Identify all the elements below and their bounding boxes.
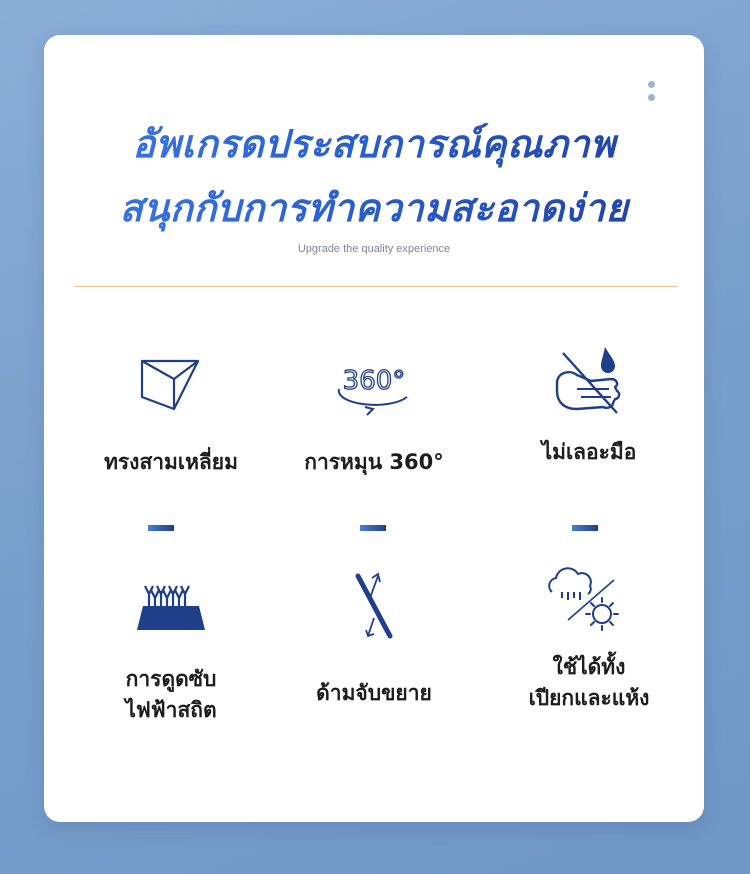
- separator-dash: [360, 525, 386, 531]
- feature-label: การหมุน 360°: [304, 450, 444, 474]
- triangle-prism-icon: [136, 353, 206, 417]
- feature-label-multiline: [489, 652, 689, 714]
- feature-rotate: [274, 353, 474, 478]
- headline-line-2: สนุกกับการทำความสะอาดง่าย: [44, 177, 704, 238]
- feature-label-multiline: [71, 664, 271, 726]
- feature-wet-dry: [489, 562, 689, 714]
- separator-dash: [148, 525, 174, 531]
- feature-no-mess: [489, 343, 689, 468]
- absorb-static-icon: [129, 580, 213, 634]
- feature-label-line: ไฟฟ้าสถิต: [125, 698, 217, 722]
- rotate-360-icon: [329, 353, 419, 417]
- feature-card: [44, 35, 704, 822]
- separator-dash: [572, 525, 598, 531]
- feature-label-line: เปียกและแห้ง: [528, 686, 650, 710]
- feature-extend: [274, 570, 474, 709]
- feature-label: ทรงสามเหลี่ยม: [104, 450, 238, 474]
- feature-static: [71, 580, 271, 726]
- feature-label: ไม่เลอะมือ: [541, 440, 637, 464]
- subtitle: Upgrade the quality experience: [297, 243, 451, 255]
- wet-dry-weather-icon: [544, 562, 634, 638]
- feature-triangle: [71, 353, 271, 478]
- headline-line-1: อัพเกรดประสบการณ์คุณภาพ: [44, 113, 704, 174]
- no-wet-hands-icon: [547, 343, 631, 417]
- feature-label-line: การดูดซับ: [125, 667, 217, 691]
- feature-label-line: ใช้ได้ทั้ง: [552, 655, 626, 679]
- more-options-icon[interactable]: [648, 81, 656, 101]
- extendable-handle-icon: [344, 570, 404, 640]
- feature-label: ด้ามจับขยาย: [316, 681, 432, 705]
- rotate-360-text: 360°: [342, 366, 406, 396]
- divider: [74, 286, 678, 287]
